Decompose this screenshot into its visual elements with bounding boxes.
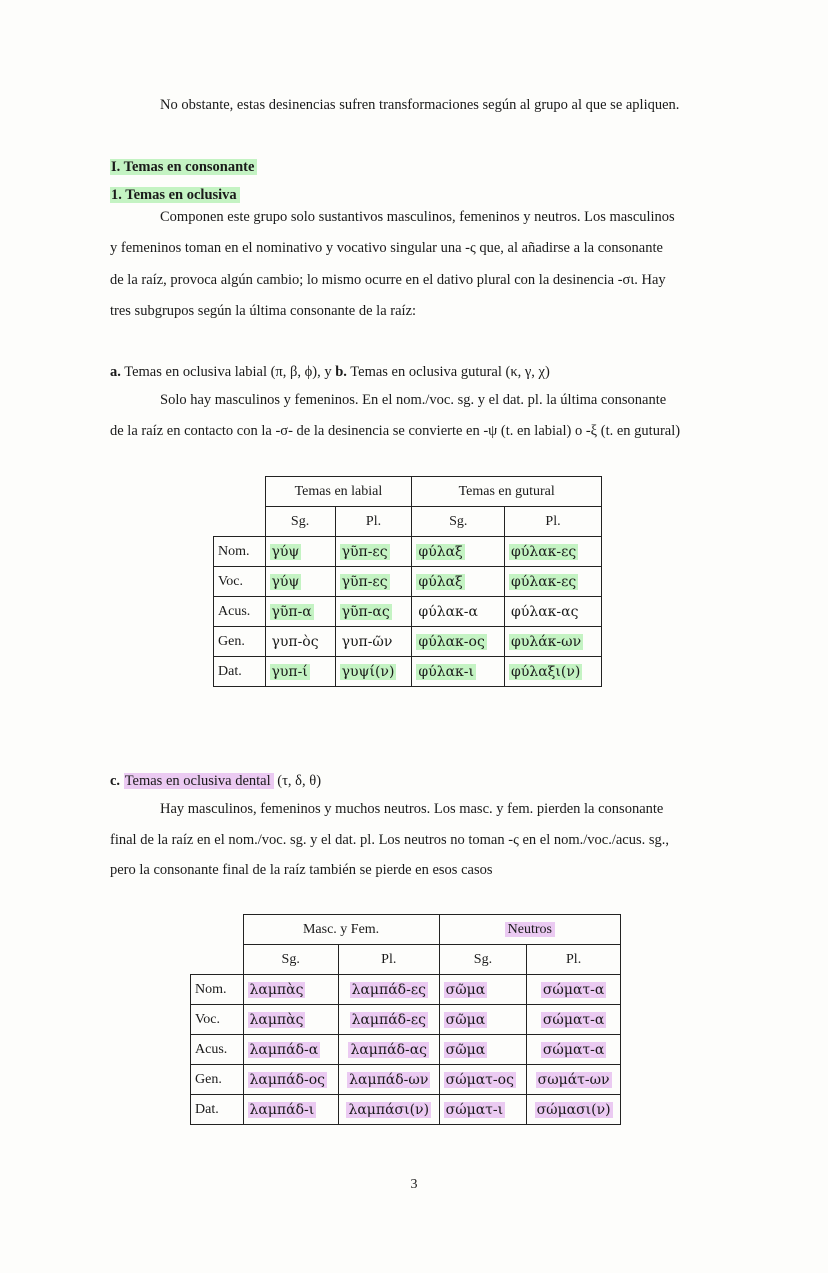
case-label: Acus. bbox=[214, 597, 266, 627]
table-row bbox=[214, 627, 602, 657]
form-cell bbox=[243, 1065, 338, 1095]
label-b: b. bbox=[335, 364, 347, 380]
form-text: λαμπάδ-ων bbox=[349, 1071, 429, 1088]
number-header: Sg. bbox=[439, 945, 527, 975]
para3-line1: Hay masculinos, femeninos y muchos neutros. Los masc. y fem. pierden la consonante bbox=[160, 801, 664, 817]
form-cell bbox=[527, 1005, 621, 1035]
form-text: φύλακ-ες bbox=[511, 573, 577, 590]
case-label: Dat. bbox=[214, 657, 266, 687]
form-cell bbox=[412, 657, 505, 687]
form-cell bbox=[527, 1065, 621, 1095]
form-cell bbox=[338, 975, 439, 1005]
form-cell bbox=[439, 1005, 527, 1035]
form-text: φύλακ-ος bbox=[418, 633, 485, 650]
form-cell bbox=[265, 537, 335, 567]
label-a: a. bbox=[110, 364, 121, 380]
form-text: σώματ-ι bbox=[445, 1101, 504, 1118]
number-header: Sg. bbox=[265, 507, 335, 537]
para2-line2: de la raíz en contacto con la -σ- de la desinencia se convierte en -ψ (t. en labial) o -ξ (t. en gutural) bbox=[110, 423, 681, 439]
form-cell bbox=[338, 1005, 439, 1035]
section-heading bbox=[110, 157, 257, 177]
form-text: λαμπάδ-ος bbox=[249, 1071, 326, 1088]
para1-line3: de la raíz, provoca algún cambio; lo mismo ocurre en el dativo plural con la desinencia -σι. Hay bbox=[110, 272, 666, 288]
form-text: σώματ-α bbox=[542, 1041, 605, 1058]
text-a: Temas en oclusiva labial (π, β, ϕ), y bbox=[124, 364, 332, 380]
page-number: 3 bbox=[410, 1177, 418, 1192]
para3-line3: pero la consonante final de la raíz también se pierde en esos casos bbox=[110, 862, 493, 878]
form-cell bbox=[412, 627, 505, 657]
para1-line1: Componen este grupo solo sustantivos masculinos, femeninos y neutros. Los masculinos bbox=[160, 209, 675, 225]
form-text: γυπ-ὸς bbox=[271, 633, 319, 650]
form-cell bbox=[265, 657, 335, 687]
number-header: Pl. bbox=[505, 507, 602, 537]
case-label: Acus. bbox=[191, 1035, 244, 1065]
label-c: c. bbox=[110, 773, 121, 789]
form-text: φύλακ-α bbox=[418, 603, 478, 620]
group-header: Temas en gutural bbox=[412, 477, 602, 507]
form-cell bbox=[265, 597, 335, 627]
form-text: φυλάκ-ων bbox=[511, 633, 582, 650]
form-text: γυπ-ῶν bbox=[341, 633, 393, 650]
form-cell bbox=[439, 975, 527, 1005]
text-c: Temas en oclusiva dental bbox=[124, 773, 274, 789]
form-cell bbox=[412, 597, 505, 627]
subsection-ab bbox=[110, 362, 550, 382]
case-label: Voc. bbox=[214, 567, 266, 597]
form-text: λαμπάσι(ν) bbox=[348, 1101, 430, 1118]
declension-table-dental bbox=[190, 914, 621, 1125]
group-header bbox=[439, 915, 620, 945]
form-cell bbox=[412, 567, 505, 597]
form-text: φύλακ-ι bbox=[418, 663, 475, 680]
group-header: Temas en labial bbox=[265, 477, 412, 507]
case-label: Nom. bbox=[191, 975, 244, 1005]
form-text: φύλαξ bbox=[418, 573, 463, 590]
form-cell bbox=[505, 627, 602, 657]
number-header: Sg. bbox=[243, 945, 338, 975]
group-header-text: Neutros bbox=[505, 922, 555, 937]
form-cell bbox=[439, 1035, 527, 1065]
form-text: λαμπὰς bbox=[249, 981, 304, 998]
table-row bbox=[191, 1005, 621, 1035]
form-text: λαμπάδ-α bbox=[249, 1041, 319, 1058]
number-header: Pl. bbox=[527, 945, 621, 975]
form-cell bbox=[335, 597, 412, 627]
form-text: φύλακ-ες bbox=[511, 543, 577, 560]
declension-table-labial-gutural bbox=[213, 476, 602, 687]
number-header: Pl. bbox=[338, 945, 439, 975]
form-text: σώματ-ος bbox=[445, 1071, 514, 1088]
form-cell bbox=[505, 567, 602, 597]
para3-line2: final de la raíz en el nom./voc. sg. y el dat. pl. Los neutros no toman -ς en el nom./voc./acus. sg., bbox=[110, 832, 670, 848]
form-text: γύψ bbox=[271, 573, 300, 590]
number-header: Pl. bbox=[335, 507, 412, 537]
subsection-c bbox=[110, 771, 321, 791]
form-cell bbox=[439, 1065, 527, 1095]
form-text: λαμπὰς bbox=[249, 1011, 304, 1028]
group-header: Masc. y Fem. bbox=[243, 915, 439, 945]
form-text: σῶμα bbox=[445, 1011, 486, 1028]
table-row bbox=[214, 597, 602, 627]
form-cell bbox=[527, 1035, 621, 1065]
letters-c: (τ, δ, θ) bbox=[277, 773, 322, 789]
para1-line2: y femeninos toman en el nominativo y vocativo singular una -ς que, al añadirse a la consonante bbox=[110, 240, 663, 256]
form-text: σῶμα bbox=[445, 981, 486, 998]
para1-line4: tres subgrupos según la última consonante de la raíz: bbox=[110, 303, 417, 319]
form-text: φύλαξ bbox=[418, 543, 463, 560]
case-label: Nom. bbox=[214, 537, 266, 567]
case-label: Gen. bbox=[191, 1065, 244, 1095]
form-text: σώμασι(ν) bbox=[536, 1101, 611, 1118]
form-cell bbox=[439, 1095, 527, 1125]
form-cell bbox=[243, 1005, 338, 1035]
text-b: Temas en oclusiva gutural (κ, γ, χ) bbox=[350, 364, 550, 380]
form-cell bbox=[527, 975, 621, 1005]
form-cell bbox=[243, 975, 338, 1005]
form-text: φύλακ-ας bbox=[511, 603, 579, 620]
para2-line1: Solo hay masculinos y femeninos. En el nom./voc. sg. y el dat. pl. la última consonante bbox=[160, 392, 667, 408]
form-cell bbox=[335, 567, 412, 597]
form-cell bbox=[505, 537, 602, 567]
form-text: γύψ bbox=[271, 543, 300, 560]
form-cell bbox=[338, 1035, 439, 1065]
table-row bbox=[214, 537, 602, 567]
case-label: Gen. bbox=[214, 627, 266, 657]
form-text: γῦπ-ες bbox=[341, 543, 388, 560]
form-text: λαμπάδ-ες bbox=[351, 981, 426, 998]
form-text: λαμπάδ-ι bbox=[249, 1101, 315, 1118]
subsection-heading-text: 1. Temas en oclusiva bbox=[110, 187, 240, 203]
case-label: Dat. bbox=[191, 1095, 244, 1125]
form-cell bbox=[338, 1065, 439, 1095]
form-text: γυπ-ί bbox=[271, 663, 308, 680]
form-text: γῦπ-ας bbox=[341, 603, 390, 620]
form-cell bbox=[505, 657, 602, 687]
table-row bbox=[191, 975, 621, 1005]
form-text: γυψί(ν) bbox=[341, 663, 395, 680]
form-cell bbox=[338, 1095, 439, 1125]
form-cell bbox=[265, 567, 335, 597]
table-row bbox=[214, 567, 602, 597]
form-cell bbox=[335, 657, 412, 687]
form-text: φύλαξι(ν) bbox=[511, 663, 581, 680]
form-cell bbox=[243, 1095, 338, 1125]
form-text: σώματ-α bbox=[542, 981, 605, 998]
form-text: γῦπ-α bbox=[271, 603, 312, 620]
form-cell bbox=[335, 537, 412, 567]
subsection-heading bbox=[110, 185, 240, 205]
form-text: γῦπ-ες bbox=[341, 573, 388, 590]
form-cell bbox=[527, 1095, 621, 1125]
table-row bbox=[191, 1095, 621, 1125]
table-row bbox=[214, 657, 602, 687]
intro-paragraph: No obstante, estas desinencias sufren transformaciones según al grupo al que se apliquen. bbox=[160, 97, 680, 113]
form-text: σώματ-α bbox=[542, 1011, 605, 1028]
form-text: σωμάτ-ων bbox=[537, 1071, 610, 1088]
table-row bbox=[191, 1065, 621, 1095]
number-header: Sg. bbox=[412, 507, 505, 537]
table-row bbox=[191, 1035, 621, 1065]
case-label: Voc. bbox=[191, 1005, 244, 1035]
form-text: λαμπάδ-ες bbox=[351, 1011, 426, 1028]
form-cell bbox=[335, 627, 412, 657]
section-heading-text: I. Temas en consonante bbox=[110, 159, 257, 175]
form-cell bbox=[265, 627, 335, 657]
form-cell bbox=[412, 537, 505, 567]
form-text: σῶμα bbox=[445, 1041, 486, 1058]
form-text: λαμπάδ-ας bbox=[350, 1041, 428, 1058]
form-cell bbox=[243, 1035, 338, 1065]
form-cell bbox=[505, 597, 602, 627]
